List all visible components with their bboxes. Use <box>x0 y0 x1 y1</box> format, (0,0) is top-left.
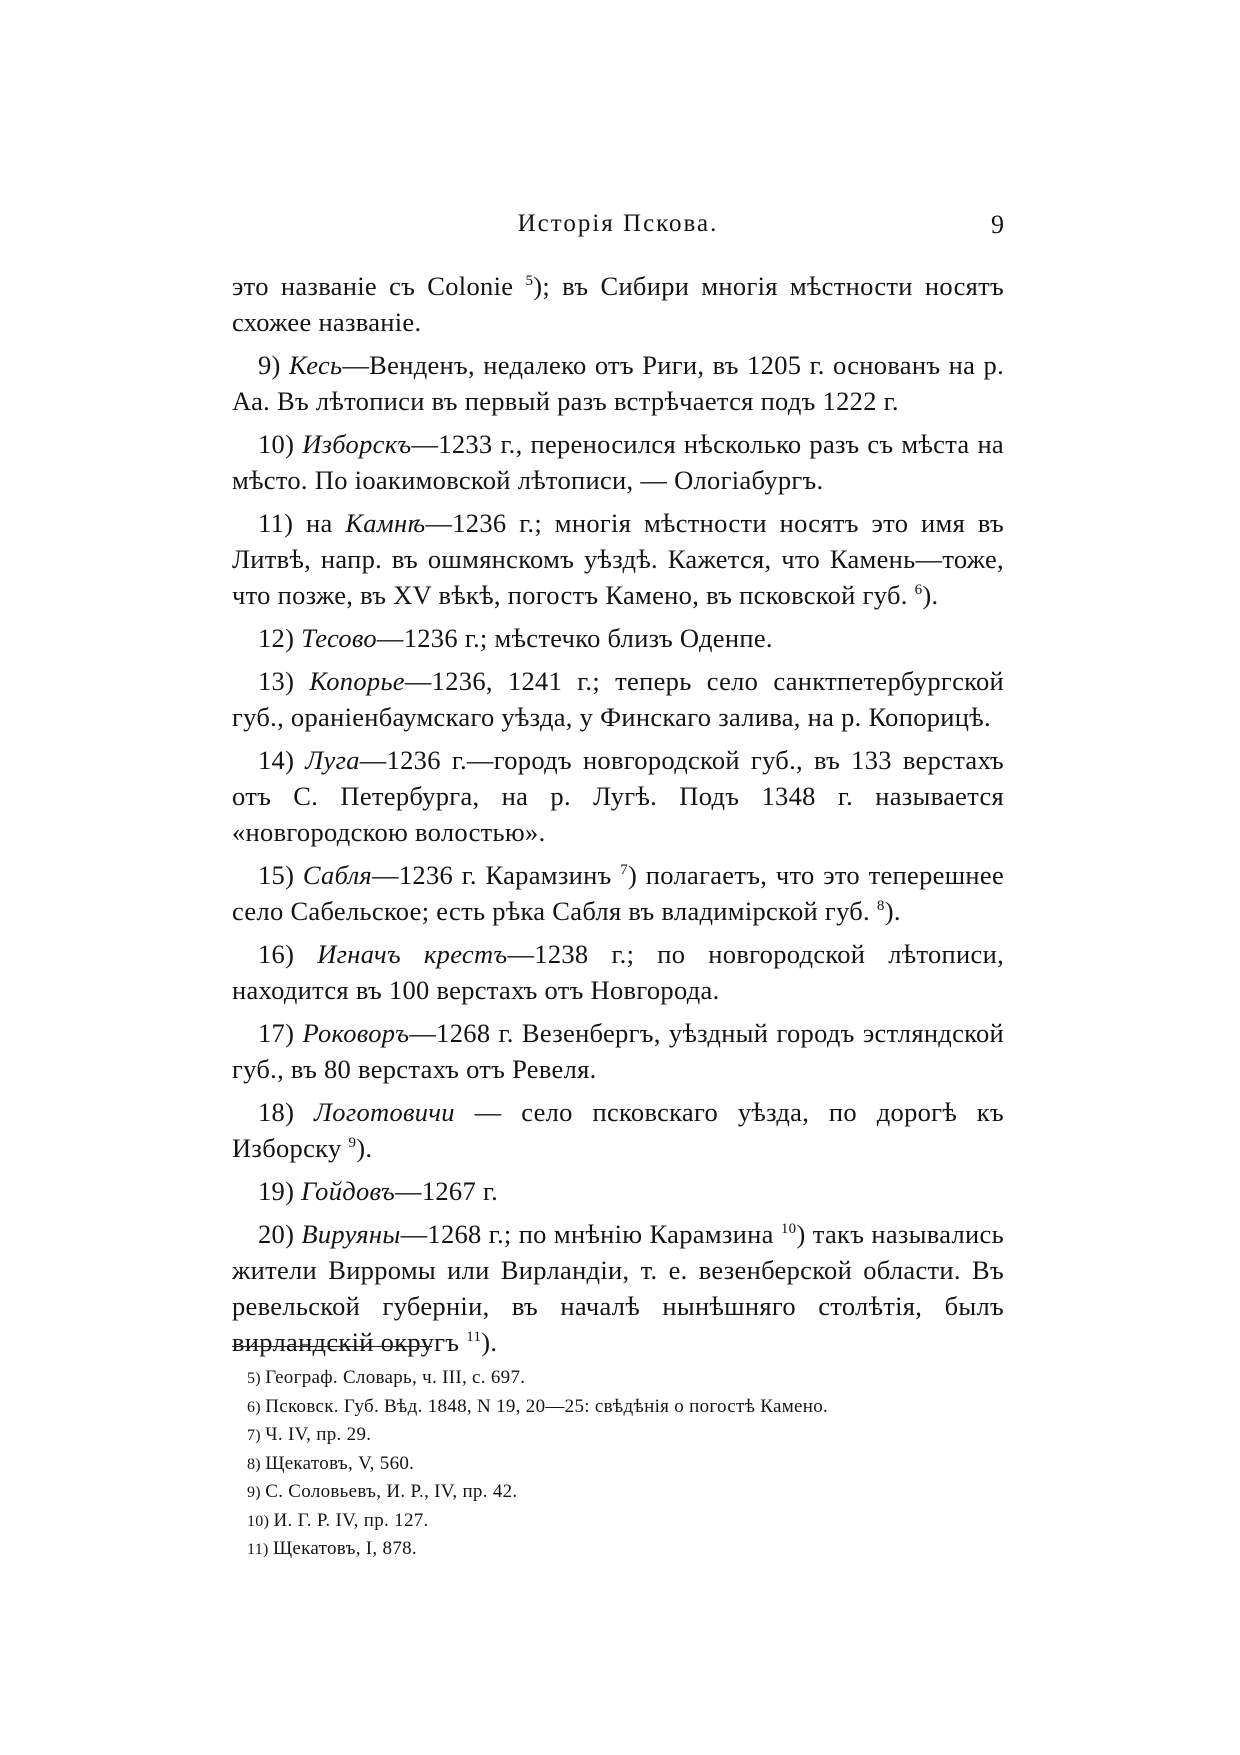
footnote-text: Псковск. Губ. Вѣд. 1848, N 19, 20—25: свѣдѣнія о погостѣ Камено. <box>265 1395 829 1417</box>
text-run: —1268 г. Везенбергъ, уѣздный городъ эстляндской губ., въ 80 верстахъ отъ Ревеля. <box>232 1018 1005 1084</box>
place-name: Луга <box>305 745 360 775</box>
footnote-number: 10) <box>247 1512 274 1530</box>
text-run: 13) <box>258 666 310 696</box>
paragraph <box>232 426 1004 498</box>
paragraph <box>232 620 1004 656</box>
text-run: 17) <box>258 1018 303 1048</box>
place-name: Игначъ крестъ <box>317 939 508 969</box>
footnote <box>247 1421 1004 1450</box>
footnote-ref: 8 <box>876 898 885 915</box>
text-run: —1238 г.; по новгородской лѣтописи, находится въ 100 верстахъ отъ Новгорода. <box>232 939 1004 1005</box>
footnote-ref: 7 <box>620 862 629 879</box>
text-run: ). <box>884 896 901 926</box>
text-run: —1233 г., переносился нѣсколько разъ съ мѣста на мѣсто. По іоакимовской лѣтописи, — Ологіабургъ. <box>232 429 1004 495</box>
text-run: 19) <box>258 1176 302 1206</box>
text-run: —1236 г.; многія мѣстности носятъ это имя въ Литвѣ, напр. въ ошмянскомъ уѣздѣ. Кажется, что Камень—тоже, что позже, въ XV вѣкѣ, погостъ Камено, въ псковской губ. <box>232 508 1005 610</box>
place-name: Изборскъ <box>302 429 412 459</box>
paragraph <box>232 1094 1004 1166</box>
text-run: 11) на <box>258 508 346 538</box>
footnote-ref: 9 <box>348 1135 357 1152</box>
text-run: 10) <box>258 429 303 459</box>
footnote-text: С. Соловьевъ, И. Р., IV, пр. 42. <box>265 1481 518 1502</box>
place-name: Копорье <box>309 666 405 696</box>
footnote <box>247 1535 1004 1564</box>
footnote <box>247 1393 1004 1422</box>
running-title: Исторія Пскова. <box>517 210 719 237</box>
footnote-text: Географ. Словарь, ч. III, с. 697. <box>265 1367 526 1388</box>
footnote-ref: 11 <box>466 1329 482 1346</box>
footnote-number: 8) <box>247 1455 266 1473</box>
text-run: 20) <box>258 1219 302 1249</box>
text-run: —1236 г.—городъ новгородской губ., въ 133 верстахъ отъ С. Петербурга, на р. Лугѣ. Подъ 1348 г. называется «новгородскою волостью». <box>232 745 1005 847</box>
text-run: ). <box>356 1133 373 1163</box>
paragraph <box>232 1173 1004 1209</box>
footnote-ref: 6 <box>914 582 923 599</box>
footnote <box>247 1450 1004 1479</box>
place-name: Гойдовъ <box>301 1176 396 1206</box>
footnote-ref: 5 <box>525 273 534 290</box>
running-header <box>232 210 1004 250</box>
footnote-text: И. Г. Р. IV, пр. 127. <box>273 1509 429 1531</box>
paragraph <box>232 1216 1004 1360</box>
paragraph <box>232 268 1004 340</box>
paragraph <box>232 1015 1004 1087</box>
place-name: Кесь <box>289 350 343 380</box>
text-run: —Венденъ, недалеко отъ Риги, въ 1205 г. основанъ на р. Аа. Въ лѣтописи въ первый разъ встрѣчается подъ 1222 г. <box>232 350 1004 416</box>
footnote-text: Ч. IV, пр. 29. <box>265 1424 372 1445</box>
text-run: 14) <box>258 745 306 775</box>
place-name: Роковоръ <box>302 1018 410 1048</box>
text-run: ). <box>481 1327 498 1357</box>
text-run: 12) <box>258 623 302 653</box>
text-run: —1236 г. Карамзинъ <box>372 860 621 890</box>
footnote-number: 9) <box>247 1484 266 1501</box>
footnote-number: 11) <box>247 1541 273 1558</box>
footnote-ref: 10 <box>780 1221 797 1238</box>
text-run: —1267 г. <box>395 1176 499 1206</box>
paragraph <box>232 936 1004 1008</box>
footnote-number: 7) <box>247 1427 266 1444</box>
place-name: Камнѣ <box>345 508 426 538</box>
text-run: 18) <box>258 1097 315 1127</box>
text-run: ) такъ назывались жители Вирромы или Вирландіи, т. е. везенберской области. Въ ревельской губерніи, въ началѣ нынѣшняго столѣтія, былъ вирландскій округъ <box>232 1219 1004 1357</box>
paragraph <box>232 347 1004 419</box>
text-run: ); въ Сибири многія мѣстности носятъ схожее названіе. <box>232 271 1005 337</box>
page-number: 9 <box>991 210 1004 239</box>
footnote-text: Щекатовъ, V, 560. <box>265 1452 415 1474</box>
footnote <box>247 1478 1004 1507</box>
text-run: ) полагаетъ, что это теперешнее село Сабельское; есть рѣка Сабля въ владимірской губ. <box>232 860 1005 926</box>
paragraph <box>232 857 1004 929</box>
main-text <box>232 268 1004 1367</box>
footnote <box>247 1364 1004 1393</box>
paragraph <box>232 742 1004 850</box>
place-name: Сабля <box>302 860 373 890</box>
footnote-number: 6) <box>247 1398 266 1416</box>
text-run: ). <box>922 580 939 610</box>
footnote <box>247 1507 1004 1536</box>
footnotes <box>247 1364 1004 1564</box>
footnote-separator <box>232 1346 432 1347</box>
text-run: —1236 г.; мѣстечко близъ Оденпе. <box>376 623 773 653</box>
place-name: Логотовичи <box>314 1097 455 1127</box>
paragraph <box>232 663 1004 735</box>
text-run: — село псковскаго уѣзда, по дорогѣ къ Изборску <box>232 1097 1004 1163</box>
footnote-number: 5) <box>247 1370 266 1387</box>
text-run: —1268 г.; по мнѣнію Карамзина <box>400 1219 781 1249</box>
place-name: Вируяны <box>301 1219 401 1249</box>
text-run: —1236, 1241 г.; теперь село санктпетербургской губ., ораніенбаумскаго уѣзда, у Финскаго залива, на р. Копорицѣ. <box>232 666 1004 732</box>
text-run: 15) <box>258 860 303 890</box>
text-run: 9) <box>258 350 289 380</box>
text-run: это названіе съ Colonie <box>232 271 526 301</box>
paragraph <box>232 505 1004 613</box>
text-run: 16) <box>258 939 318 969</box>
place-name: Тесово <box>301 623 377 653</box>
footnote-text: Щекатовъ, I, 878. <box>272 1538 417 1559</box>
